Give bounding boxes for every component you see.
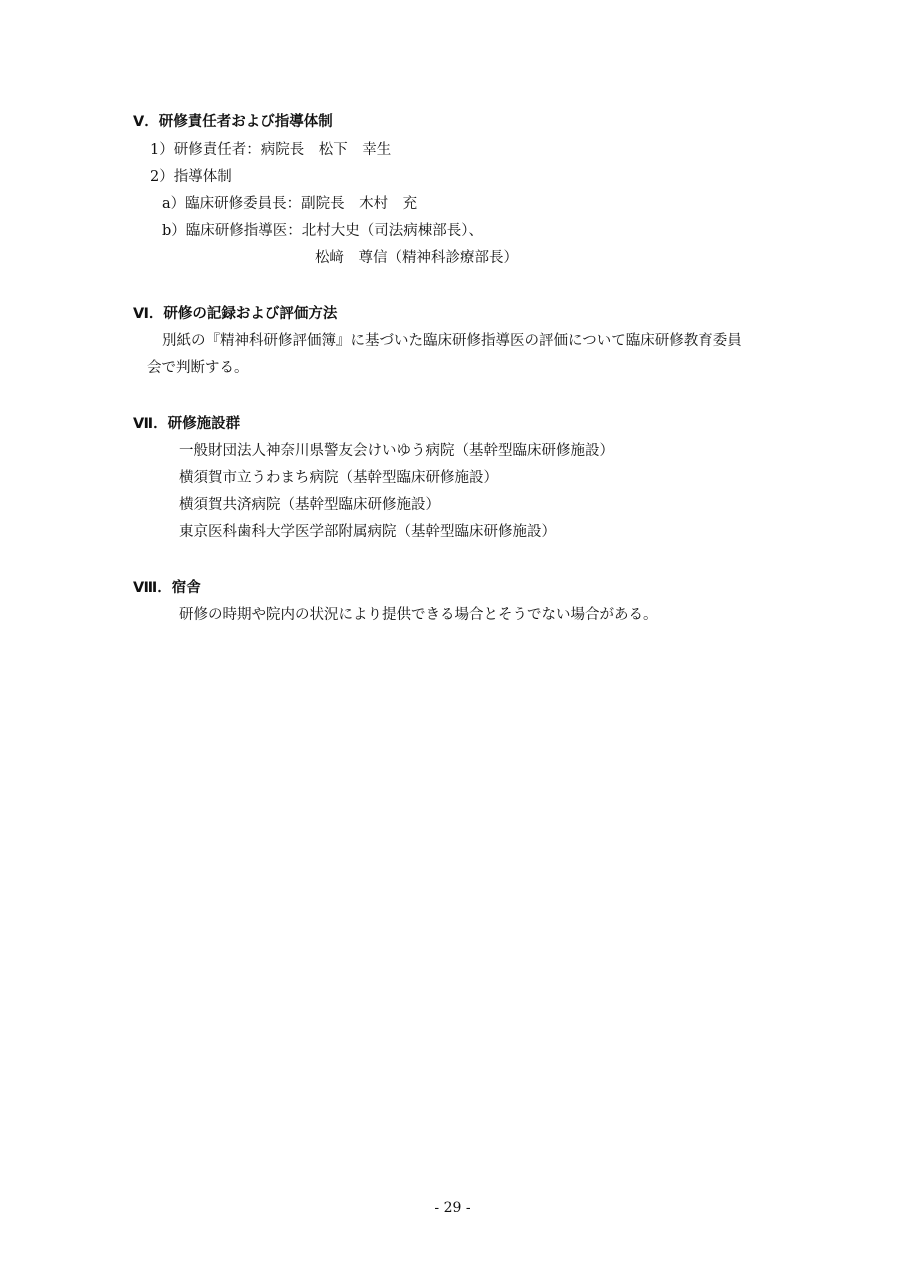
- facility-item: 一般財団法人神奈川県警友会けいゆう病院（基幹型臨床研修施設）: [179, 443, 614, 459]
- facility-item: 横須賀共済病院（基幹型臨床研修施設）: [179, 497, 440, 513]
- instructor-line-continued: 松﨑 尊信（精神科診療部長）: [315, 250, 518, 266]
- facility-item: 横須賀市立うわまち病院（基幹型臨床研修施設）: [179, 470, 498, 486]
- dormitory-text: 研修の時期や院内の状況により提供できる場合とそうでない場合がある。: [179, 607, 658, 623]
- section-5-heading: Ⅴ．研修責任者および指導体制: [133, 114, 333, 130]
- training-director-line: 1）研修責任者：病院長 松下 幸生: [150, 142, 392, 158]
- supervision-system-line: 2）指導体制: [150, 169, 232, 185]
- evaluation-paragraph-line-2: 会で判断する。: [147, 360, 249, 376]
- facility-item: 東京医科歯科大学医学部附属病院（基幹型臨床研修施設）: [179, 524, 556, 540]
- section-8-heading: Ⅷ．宿舎: [133, 580, 201, 596]
- section-7-heading: Ⅶ．研修施設群: [133, 416, 241, 432]
- committee-chair-line: a）臨床研修委員長：副院長 木村 充: [162, 196, 418, 212]
- evaluation-paragraph-line-1: 別紙の『精神科研修評価簿』に基づいた臨床研修指導医の評価について臨床研修教育委員: [162, 333, 742, 349]
- section-6-heading: Ⅵ．研修の記録および評価方法: [133, 306, 338, 322]
- instructor-line: b）臨床研修指導医：北村大史（司法病棟部長）、: [162, 223, 484, 239]
- page-number: - 29 -: [434, 1200, 471, 1216]
